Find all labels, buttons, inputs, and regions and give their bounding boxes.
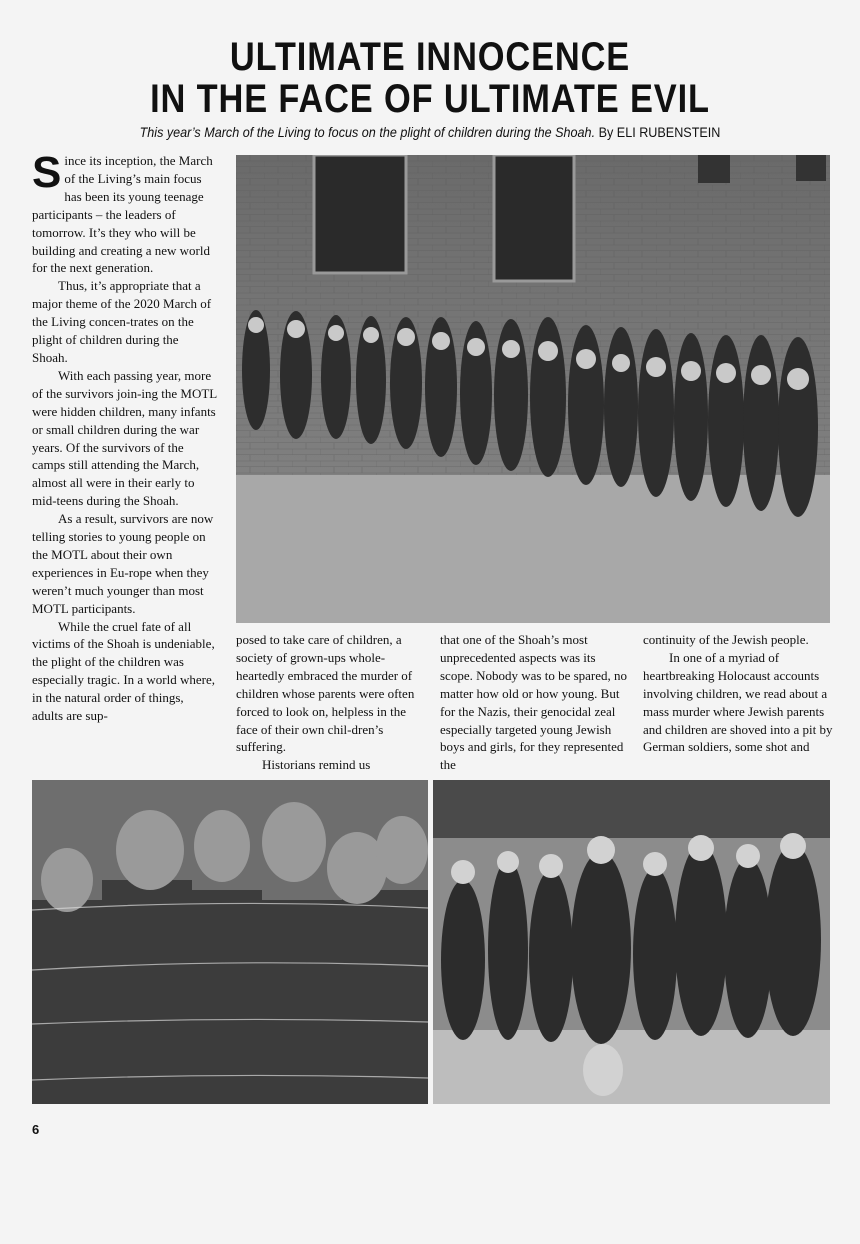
paragraph: As a result, survivors are now telling stories to young people on the MOTL about their own experiences in Eu-rope when they weren’t much younger than most MOTL participants. [32, 511, 214, 616]
paragraph: Thus, it’s appropriate that a major theme of the 2020 March of the Living concen-trates on the plight of children during the Shoah. [32, 278, 212, 365]
deck [43, 124, 817, 140]
subtitle: This year’s March of the Living to focus on the plight of children during the Shoah. [139, 124, 596, 140]
paragraph: posed to take care of children, a society of grown-ups whole-heartedly embraced the murder of children whose parents were often forced to look on, helpless in the face of their own chil-dren’s suffering. [236, 632, 415, 755]
paragraph: Since its inception, the March of the Living’s main focus has been its young teenage participants – the leaders of tomorrow. It’s they who will be building and creating a new world for the next generation. [32, 148, 213, 276]
paragraph: continuity of the Jewish people. [643, 632, 809, 647]
drop-cap: S [32, 148, 62, 197]
text-column-1 [32, 148, 217, 725]
byline: By ELI RUBENSTEIN [598, 124, 721, 140]
paragraph: In one of a myriad of heartbreaking Holocaust accounts involving children, we read about a mass murder where Jewish parents and children are shoved into a pit by German soldiers, some shot and [643, 649, 833, 755]
paragraph: With each passing year, more of the survivors join-ing the MOTL were hidden children, many infants or small children during the war years. Of the survivors of the camps still attending the March, almost all were in their early to mid-teens during the Shoah. [32, 367, 217, 509]
headline-line-2: IN THE FACE OF ULTIMATE EVIL [150, 77, 710, 121]
text-column-2 [236, 631, 421, 774]
photo-crowd-ramp [433, 780, 830, 1104]
photo-children-line [236, 155, 830, 623]
headline [60, 36, 800, 120]
paragraph: Historians remind us [262, 757, 371, 773]
photo-children-barbed-wire [32, 780, 428, 1104]
headline-line-1: ULTIMATE INNOCENCE [229, 35, 631, 79]
page-number: 6 [32, 1122, 40, 1137]
text-column-4 [643, 631, 833, 756]
paragraph: While the cruel fate of all victims of the Shoah is undeniable, the plight of the children was especially tragic. In a world where, in the natural order of things, adults are sup- [32, 618, 216, 724]
paragraph: that one of the Shoah’s most unprecedented aspects was its scope. Nobody was to be spared, no matter how old or how young. But for the Nazis, their genocidal zeal especially targeted young Jewish boys and girls, for they represented the [440, 632, 628, 773]
text-column-3 [440, 631, 630, 774]
